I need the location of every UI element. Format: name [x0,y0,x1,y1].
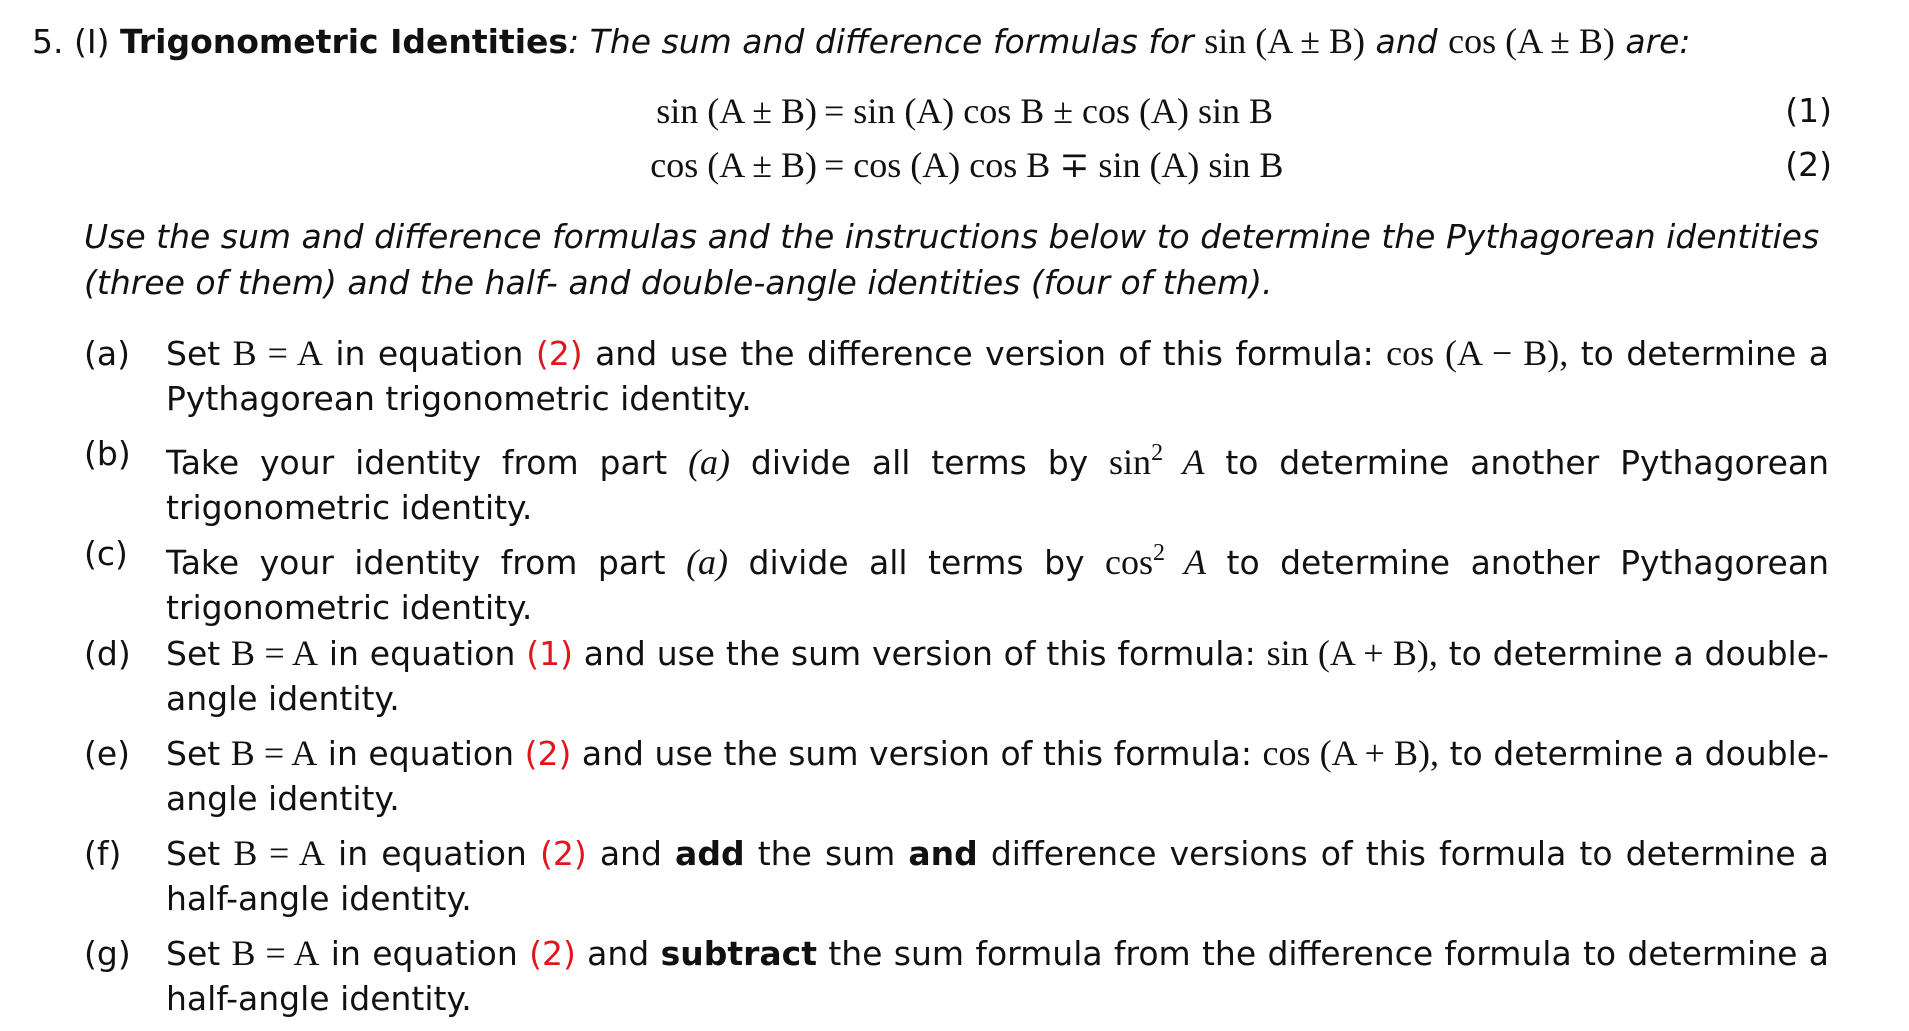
part-text-segment: in equation [338,834,527,873]
part-text-segment: Take your identity from part [166,443,668,482]
part-text [166,431,1829,530]
part-text [166,931,1829,1021]
part-text-segment: the sum [757,834,896,873]
part-text [166,631,1829,721]
part-text-segment: Set [166,334,221,373]
part-text-segment: and [599,834,662,873]
part-text-segment: Set [166,634,221,673]
part-text-segment: and use the sum version of this formula: [583,634,1256,673]
part-text-segment: to determine a double-angle identity. [166,734,1829,818]
equation-reference-link[interactable]: (2) [529,934,576,973]
part-text-segment: the sum formula from the difference formula to determine a half-angle identity. [166,934,1829,1018]
problem-number: 5. [32,22,64,61]
emphasis-text: and [908,834,978,873]
equation-2-number: (2) [1785,145,1832,184]
part-text-segment: Set [166,834,221,873]
problem-level: (I) [74,22,110,61]
exponent: 2 [1153,540,1166,566]
part-text-segment: divide all terms by [750,443,1089,482]
math-expression: B = A [232,333,323,373]
part-text-segment: in equation [335,334,524,373]
math-expression: cos (A − B), [1386,333,1569,373]
instructions-paragraph: Use the sum and difference formulas and the instructions below to determine the Pythagorean identities (three of them) and the half- and double-angle identities (four of them). [84,217,1820,302]
part-text-segment: in equation [330,934,518,973]
part-label: (a) [84,334,130,373]
part-text-segment: Set [166,734,221,773]
part-b [84,431,1829,531]
part-label: (e) [84,734,131,773]
part-text-segment: in equation [327,734,515,773]
math-expression: cos (A + B), [1262,733,1440,773]
intro-and: and [1375,22,1438,61]
part-label: (b) [84,434,131,473]
part-d [84,631,1829,731]
math-expression: B = A [230,733,318,773]
part-text-segment: difference versions of this formula to determine a half-angle identity. [166,834,1830,918]
equation-1 [32,84,1832,138]
part-text-segment: Take your identity from part [166,543,666,582]
part-f [84,831,1829,931]
variable: A [1182,442,1205,482]
math-expression: B = A [231,933,320,973]
part-text-segment: in equation [328,634,516,673]
equation-1-number: (1) [1785,91,1832,130]
equation-1-rhs: = sin (A) cos B ± cos (A) sin B [824,91,1274,131]
part-e [84,731,1829,831]
part-text [166,731,1829,821]
equation-reference-link[interactable]: (2) [535,334,583,373]
part-label: (f) [84,834,122,873]
problem-heading [32,18,1691,65]
emphasis-text: add [675,834,745,873]
math-expression [1105,542,1206,582]
part-label: (g) [84,934,131,973]
variable: A [1184,542,1207,582]
function-name: cos [1105,542,1154,582]
emphasis-text: subtract [660,934,817,973]
part-text-segment: divide all terms by [748,543,1085,582]
part-text-segment: to determine another Pythagorean trigonometric identity. [166,543,1830,627]
part-text [166,331,1829,421]
problem-title: Trigonometric Identities [119,22,569,61]
equation-reference-link[interactable]: (2) [524,734,572,773]
equation-reference-link[interactable]: (2) [539,834,587,873]
part-text-segment: Set [166,934,221,973]
equation-2-rhs: = cos (A) cos B ∓ sin (A) sin B [824,145,1284,185]
intro-text: The sum and difference formulas for [589,22,1194,61]
part-text-segment: and use the sum version of this formula: [581,734,1252,773]
part-text [166,831,1829,921]
part-c [84,531,1829,631]
equation-2-lhs: cos (A ± B) [650,145,817,185]
part-text [166,531,1829,630]
part-label: (c) [84,534,128,573]
part-text-segment: to determine another Pythagorean trigonometric identity. [166,443,1830,527]
equation-1-lhs: sin (A ± B) [656,91,817,131]
math-expression: B = A [231,633,319,673]
math-expression: sin (A + B), [1266,633,1438,673]
math-expression: (a) [688,442,731,482]
math-expression [1109,442,1204,482]
intro-cos-expression: cos (A ± B) [1448,21,1615,61]
part-g [84,931,1829,1031]
part-text-segment: to determine a Pythagorean trigonometric identity. [166,334,1829,418]
exponent: 2 [1151,440,1164,466]
part-text-segment: and [587,934,650,973]
part-label: (d) [84,634,131,673]
parts-list [84,331,1829,1031]
intro-end: are: [1625,22,1691,61]
equation-reference-link[interactable]: (1) [526,634,573,673]
math-expression: (a) [686,542,729,582]
part-a [84,331,1829,431]
equation-2 [32,138,1832,192]
title-colon: : [568,22,580,61]
math-expression: B = A [233,833,325,873]
part-text-segment: and use the difference version of this formula: [595,334,1374,373]
function-name: sin [1109,442,1152,482]
intro-sin-expression: sin (A ± B) [1204,21,1365,61]
part-text-segment: to determine a double-angle identity. [166,634,1829,718]
